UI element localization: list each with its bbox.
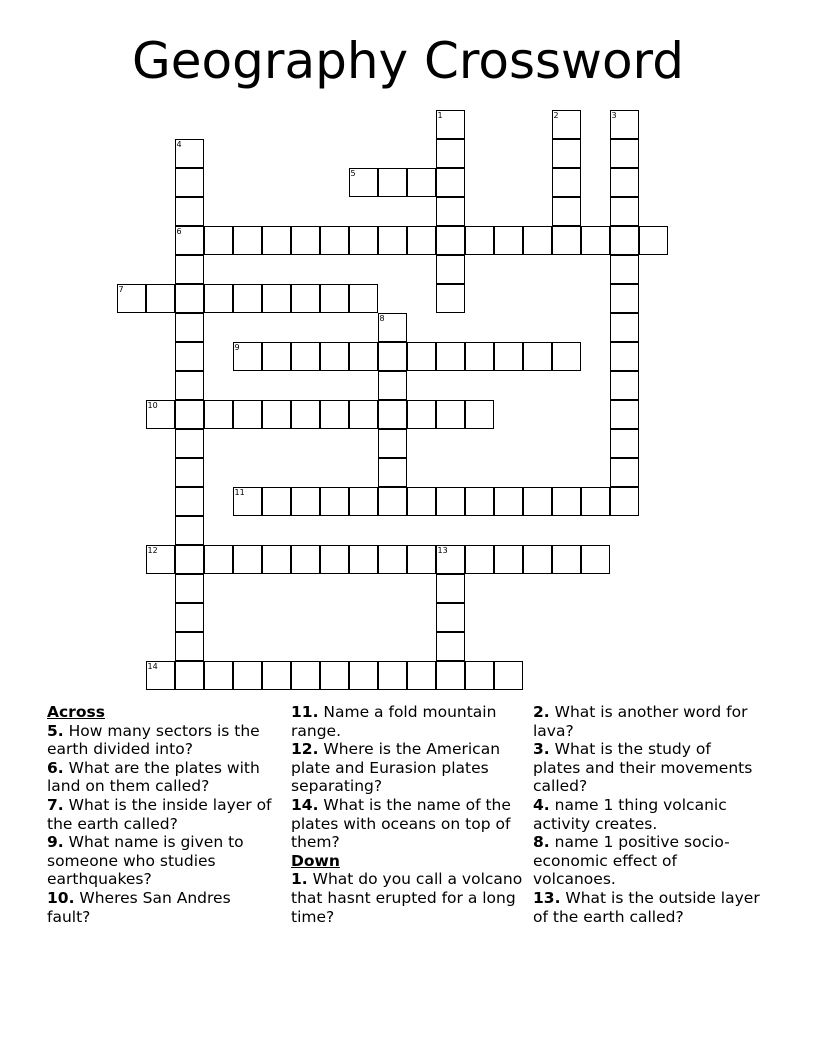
page-title: Geography Crossword (132, 32, 684, 90)
clue-number: 6. (47, 758, 64, 777)
grid-cell[interactable] (465, 400, 494, 429)
grid-cell[interactable] (349, 284, 378, 313)
clue-text: What is the study of plates and their movements called? (533, 740, 753, 796)
grid-cell[interactable] (349, 168, 378, 197)
clue (533, 796, 763, 833)
clue-text: What are the plates with land on them called? (47, 758, 260, 796)
grid-cell[interactable] (262, 661, 291, 690)
grid-cell[interactable] (262, 284, 291, 313)
grid-cell[interactable] (465, 661, 494, 690)
grid-cell[interactable] (204, 400, 233, 429)
grid-cell[interactable] (291, 284, 320, 313)
grid-cell[interactable] (349, 226, 378, 255)
grid-cell[interactable] (291, 661, 320, 690)
clue-text: name 1 thing volcanic activity creates. (533, 795, 727, 833)
clues-column-1 (47, 703, 277, 926)
grid-cell[interactable] (436, 110, 465, 139)
grid-cell[interactable] (610, 226, 639, 255)
grid-cell[interactable] (465, 545, 494, 574)
cell-number: 13 (437, 546, 448, 555)
grid-cell[interactable] (233, 545, 262, 574)
grid-cell[interactable] (552, 197, 581, 226)
cell-number: 10 (147, 401, 158, 410)
grid-cell[interactable] (378, 313, 407, 342)
grid-cell[interactable] (378, 545, 407, 574)
grid-cell[interactable] (610, 371, 639, 400)
grid-cell[interactable] (436, 545, 465, 574)
grid-cell[interactable] (407, 661, 436, 690)
grid-cell[interactable] (436, 168, 465, 197)
cell-number: 4 (176, 140, 182, 149)
grid-cell[interactable] (436, 284, 465, 313)
grid-cell[interactable] (610, 458, 639, 487)
clue-number: 14. (291, 795, 319, 814)
clue (533, 833, 763, 889)
grid-cell[interactable] (204, 545, 233, 574)
grid-cell[interactable] (175, 313, 204, 342)
grid-cell[interactable] (175, 168, 204, 197)
grid-cell[interactable] (552, 168, 581, 197)
grid-cell[interactable] (175, 574, 204, 603)
grid-cell[interactable] (233, 661, 262, 690)
clue-number: 3. (533, 740, 550, 759)
grid-cell[interactable] (291, 226, 320, 255)
grid-cell[interactable] (610, 139, 639, 168)
clue-text: How many sectors is the earth divided into? (47, 721, 260, 759)
clue (47, 889, 277, 926)
grid-cell[interactable] (320, 487, 349, 516)
grid-cell[interactable] (175, 545, 204, 574)
clue-text: What is the outside layer of the earth called? (533, 888, 760, 926)
grid-cell[interactable] (349, 487, 378, 516)
clue-text: Name a fold mountain range. (291, 703, 497, 740)
cell-number: 2 (553, 111, 559, 120)
clue (291, 740, 531, 796)
grid-cell[interactable] (291, 342, 320, 371)
cell-number: 7 (118, 285, 124, 294)
clue-text: What name is given to someone who studies earthquakes? (47, 833, 244, 889)
grid-cell[interactable] (175, 632, 204, 661)
grid-cell[interactable] (117, 284, 146, 313)
grid-cell[interactable] (175, 458, 204, 487)
grid-cell[interactable] (175, 342, 204, 371)
grid-cell[interactable] (407, 545, 436, 574)
grid-cell[interactable] (204, 284, 233, 313)
clue-number: 2. (533, 703, 550, 721)
grid-cell[interactable] (465, 226, 494, 255)
clue-text: What is another word for lava? (533, 703, 748, 740)
clue (291, 870, 531, 926)
grid-cell[interactable] (523, 487, 552, 516)
grid-cell[interactable] (407, 400, 436, 429)
clue-text: Wheres San Andres fault? (47, 888, 231, 926)
grid-cell[interactable] (465, 342, 494, 371)
grid-cell[interactable] (552, 110, 581, 139)
cell-number: 9 (234, 343, 240, 352)
grid-cell[interactable] (320, 400, 349, 429)
grid-cell[interactable] (378, 168, 407, 197)
grid-cell[interactable] (291, 545, 320, 574)
clue (291, 703, 531, 740)
cell-number: 1 (437, 111, 443, 120)
clue-number: 4. (533, 795, 550, 814)
grid-cell[interactable] (581, 487, 610, 516)
grid-cell[interactable] (320, 342, 349, 371)
clue-text: name 1 positive socio-economic effect of volcanoes. (533, 833, 730, 889)
grid-cell[interactable] (436, 197, 465, 226)
clue-number: 8. (533, 833, 550, 852)
grid-cell[interactable] (378, 342, 407, 371)
clue-number: 10. (47, 888, 75, 907)
grid-cell[interactable] (552, 342, 581, 371)
grid-cell[interactable] (204, 226, 233, 255)
clue-text: What do you call a volcano that hasnt erupted for a long time? (291, 870, 523, 926)
grid-cell[interactable] (378, 226, 407, 255)
grid-cell[interactable] (552, 487, 581, 516)
grid-cell[interactable] (233, 226, 262, 255)
grid-cell[interactable] (175, 400, 204, 429)
grid-cell[interactable] (407, 487, 436, 516)
grid-cell[interactable] (175, 661, 204, 690)
grid-cell[interactable] (407, 342, 436, 371)
clue (533, 703, 763, 740)
grid-cell[interactable] (175, 284, 204, 313)
grid-cell[interactable] (262, 487, 291, 516)
grid-cell[interactable] (175, 255, 204, 284)
grid-cell[interactable] (204, 661, 233, 690)
clue-text: Where is the American plate and Eurasion plates separating? (291, 740, 501, 796)
grid-cell[interactable] (494, 226, 523, 255)
grid-cell[interactable] (436, 632, 465, 661)
grid-cell[interactable] (436, 574, 465, 603)
grid-cell[interactable] (610, 110, 639, 139)
grid-cell[interactable] (349, 545, 378, 574)
cell-number: 11 (234, 488, 245, 497)
grid-cell[interactable] (262, 545, 291, 574)
grid-cell[interactable] (610, 429, 639, 458)
clues-column-3 (533, 703, 763, 926)
grid-cell[interactable] (291, 487, 320, 516)
grid-cell[interactable] (175, 516, 204, 545)
clue-text: What is the inside layer of the earth called? (47, 795, 272, 833)
grid-cell[interactable] (523, 545, 552, 574)
grid-cell[interactable] (175, 429, 204, 458)
grid-cell[interactable] (175, 603, 204, 632)
grid-cell[interactable] (378, 429, 407, 458)
grid-cell[interactable] (494, 342, 523, 371)
clue-number: 7. (47, 795, 64, 814)
grid-cell[interactable] (233, 487, 262, 516)
grid-cell[interactable] (320, 661, 349, 690)
grid-cell[interactable] (320, 226, 349, 255)
cell-number: 6 (176, 227, 182, 236)
clue-number: 5. (47, 721, 64, 740)
grid-cell[interactable] (436, 400, 465, 429)
grid-cell[interactable] (175, 487, 204, 516)
grid-cell[interactable] (494, 487, 523, 516)
grid-cell[interactable] (262, 226, 291, 255)
grid-cell[interactable] (146, 545, 175, 574)
grid-cell[interactable] (378, 371, 407, 400)
down-heading: Down (291, 851, 340, 870)
clue (533, 889, 763, 926)
grid-cell[interactable] (233, 284, 262, 313)
grid-cell[interactable] (320, 284, 349, 313)
grid-cell[interactable] (523, 342, 552, 371)
clue (533, 740, 763, 796)
grid-cell[interactable] (552, 226, 581, 255)
grid-cell[interactable] (610, 400, 639, 429)
grid-cell[interactable] (436, 342, 465, 371)
grid-cell[interactable] (552, 545, 581, 574)
grid-cell[interactable] (378, 661, 407, 690)
cell-number: 5 (350, 169, 356, 178)
grid-cell[interactable] (436, 487, 465, 516)
clue (47, 833, 277, 889)
grid-cell[interactable] (610, 168, 639, 197)
clue-number: 13. (533, 888, 561, 907)
grid-cell[interactable] (233, 400, 262, 429)
grid-cell[interactable] (610, 487, 639, 516)
cell-number: 8 (379, 314, 385, 323)
grid-cell[interactable] (610, 255, 639, 284)
grid-cell[interactable] (233, 342, 262, 371)
clue (47, 796, 277, 833)
clue (47, 759, 277, 796)
grid-cell[interactable] (610, 197, 639, 226)
grid-cell[interactable] (494, 545, 523, 574)
grid-cell[interactable] (436, 603, 465, 632)
grid-cell[interactable] (378, 400, 407, 429)
cell-number: 12 (147, 546, 158, 555)
grid-cell[interactable] (436, 255, 465, 284)
grid-cell[interactable] (349, 400, 378, 429)
grid-cell[interactable] (552, 139, 581, 168)
grid-cell[interactable] (523, 226, 552, 255)
grid-cell[interactable] (610, 342, 639, 371)
clue (47, 722, 277, 759)
clue-text: What is the name of the plates with oceans on top of them? (291, 795, 511, 852)
grid-cell[interactable] (262, 342, 291, 371)
grid-cell[interactable] (146, 400, 175, 429)
grid-cell[interactable] (175, 139, 204, 168)
clue-number: 11. (291, 703, 319, 721)
clue-number: 12. (291, 740, 319, 759)
clues-column-2 (291, 703, 531, 926)
grid-cell[interactable] (494, 661, 523, 690)
grid-cell[interactable] (639, 226, 668, 255)
grid-cell[interactable] (407, 226, 436, 255)
grid-cell[interactable] (175, 226, 204, 255)
clue-number: 1. (291, 870, 308, 889)
cell-number: 3 (611, 111, 617, 120)
grid-cell[interactable] (407, 168, 436, 197)
grid-cell[interactable] (175, 197, 204, 226)
clue (291, 796, 531, 852)
grid-cell[interactable] (378, 487, 407, 516)
grid-cell[interactable] (436, 226, 465, 255)
grid-cell[interactable] (175, 371, 204, 400)
grid-cell[interactable] (581, 226, 610, 255)
grid-cell[interactable] (262, 400, 291, 429)
grid-cell[interactable] (291, 400, 320, 429)
grid-cell[interactable] (581, 545, 610, 574)
grid-cell[interactable] (465, 487, 494, 516)
grid-cell[interactable] (146, 284, 175, 313)
grid-cell[interactable] (610, 284, 639, 313)
grid-cell[interactable] (436, 139, 465, 168)
cell-number: 14 (147, 662, 158, 671)
across-heading: Across (47, 703, 105, 721)
grid-cell[interactable] (349, 661, 378, 690)
grid-cell[interactable] (436, 661, 465, 690)
grid-cell[interactable] (146, 661, 175, 690)
clue-number: 9. (47, 833, 64, 852)
grid-cell[interactable] (378, 458, 407, 487)
grid-cell[interactable] (610, 313, 639, 342)
grid-cell[interactable] (320, 545, 349, 574)
grid-cell[interactable] (349, 342, 378, 371)
